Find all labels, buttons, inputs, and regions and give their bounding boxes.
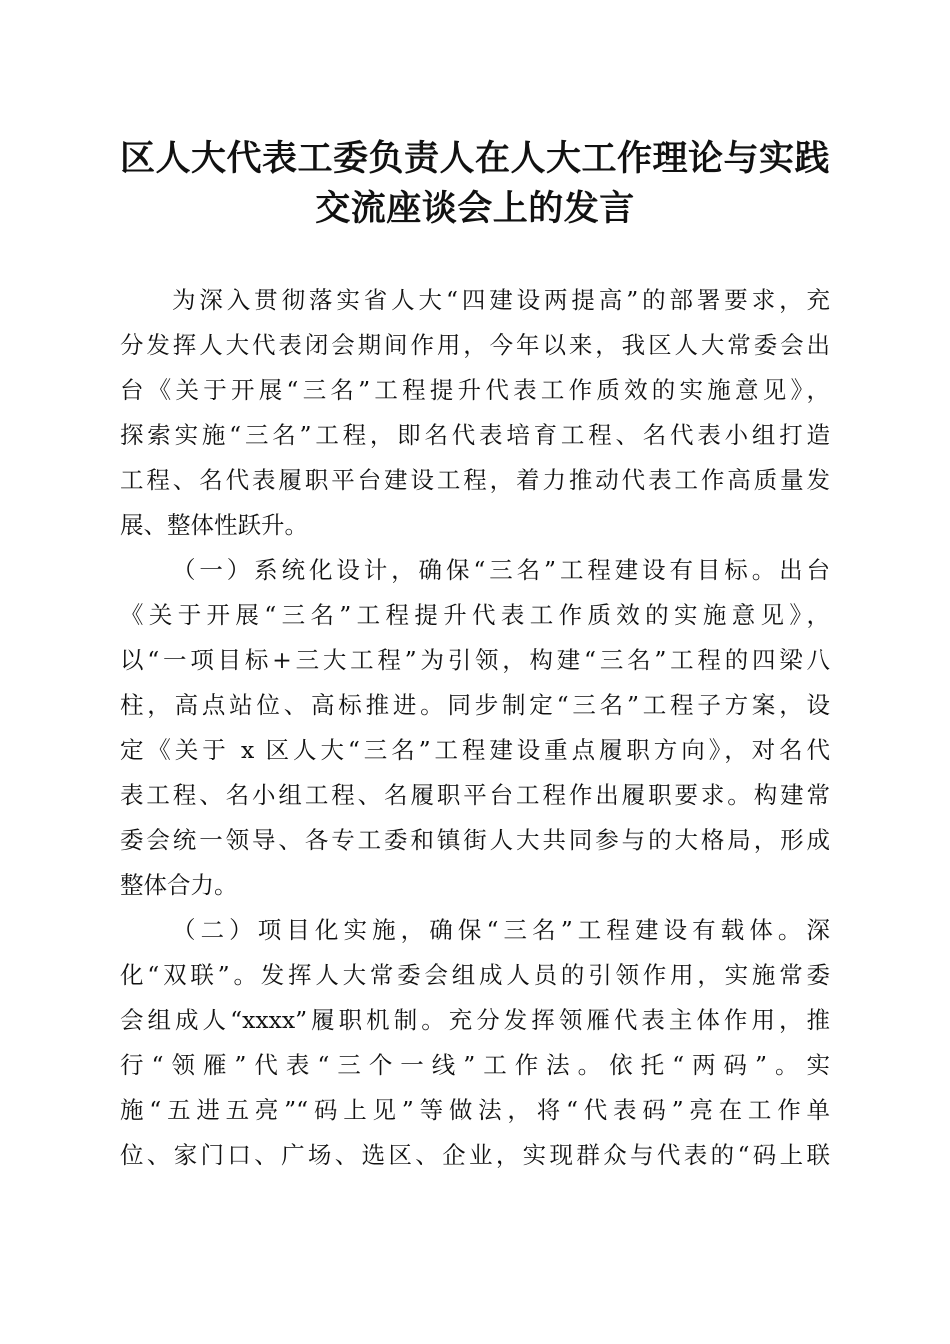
paragraph-line: 展、整体性跃升。 (120, 511, 308, 539)
paragraph-line: 分发挥人大代表闭会期间作用，今年以来，我区人大常委会出 (120, 331, 830, 359)
paragraph-line: 为深入贯彻落实省人大“四建设两提高”的部署要求，充 (172, 286, 830, 314)
paragraph-section-2 (120, 908, 830, 1178)
paragraph-line: 委会统一领导、各专工委和镇街人大共同参与的大格局，形成 (120, 826, 830, 854)
paragraph-line: 工程、名代表履职平台建设工程，着力推动代表工作高质量发 (120, 466, 830, 494)
paragraph-line: 定《关于 x 区人大“三名”工程建设重点履职方向》，对名代 (120, 736, 830, 764)
paragraph-line: 探索实施“三名”工程，即名代表培育工程、名代表小组打造 (120, 421, 830, 449)
paragraph-line: 行“领雁”代表“三个一线”工作法。依托“两码”。实 (120, 1051, 830, 1079)
paragraph-line: 化“双联”。发挥人大常委会组成人员的引领作用，实施常委 (120, 961, 830, 989)
paragraph-line: 以“一项目标+三大工程”为引领，构建“三名”工程的四梁八 (120, 646, 830, 674)
document-title-line-1: 区人大代表工委负责人在人大工作理论与实践 (119, 138, 830, 179)
paragraph-intro (120, 278, 830, 548)
paragraph-line: 位、家门口、广场、选区、企业，实现群众与代表的“码上联 (120, 1141, 830, 1169)
paragraph-line: 施“五进五亮”“码上见”等做法，将“代表码”亮在工作单 (120, 1096, 830, 1124)
paragraph-line: 台《关于开展“三名”工程提升代表工作质效的实施意见》， (120, 376, 830, 404)
paragraph-section-1 (120, 548, 830, 908)
paragraph-line: （二）项目化实施，确保“三名”工程建设有载体。深 (172, 916, 830, 944)
document-body (120, 278, 830, 1178)
paragraph-line: 表工程、名小组工程、名履职平台工程作出履职要求。构建常 (120, 781, 830, 809)
paragraph-line: 《关于开展“三名”工程提升代表工作质效的实施意见》， (120, 601, 830, 629)
paragraph-line: 会组成人“xxxx”履职机制。充分发挥领雁代表主体作用，推 (120, 1006, 830, 1034)
document-title-line-2: 交流座谈会上的发言 (315, 188, 635, 229)
paragraph-line: （一）系统化设计，确保“三名”工程建设有目标。出台 (172, 556, 830, 584)
paragraph-line: 整体合力。 (120, 871, 238, 899)
paragraph-line: 柱，高点站位、高标推进。同步制定“三名”工程子方案，设 (120, 691, 830, 719)
